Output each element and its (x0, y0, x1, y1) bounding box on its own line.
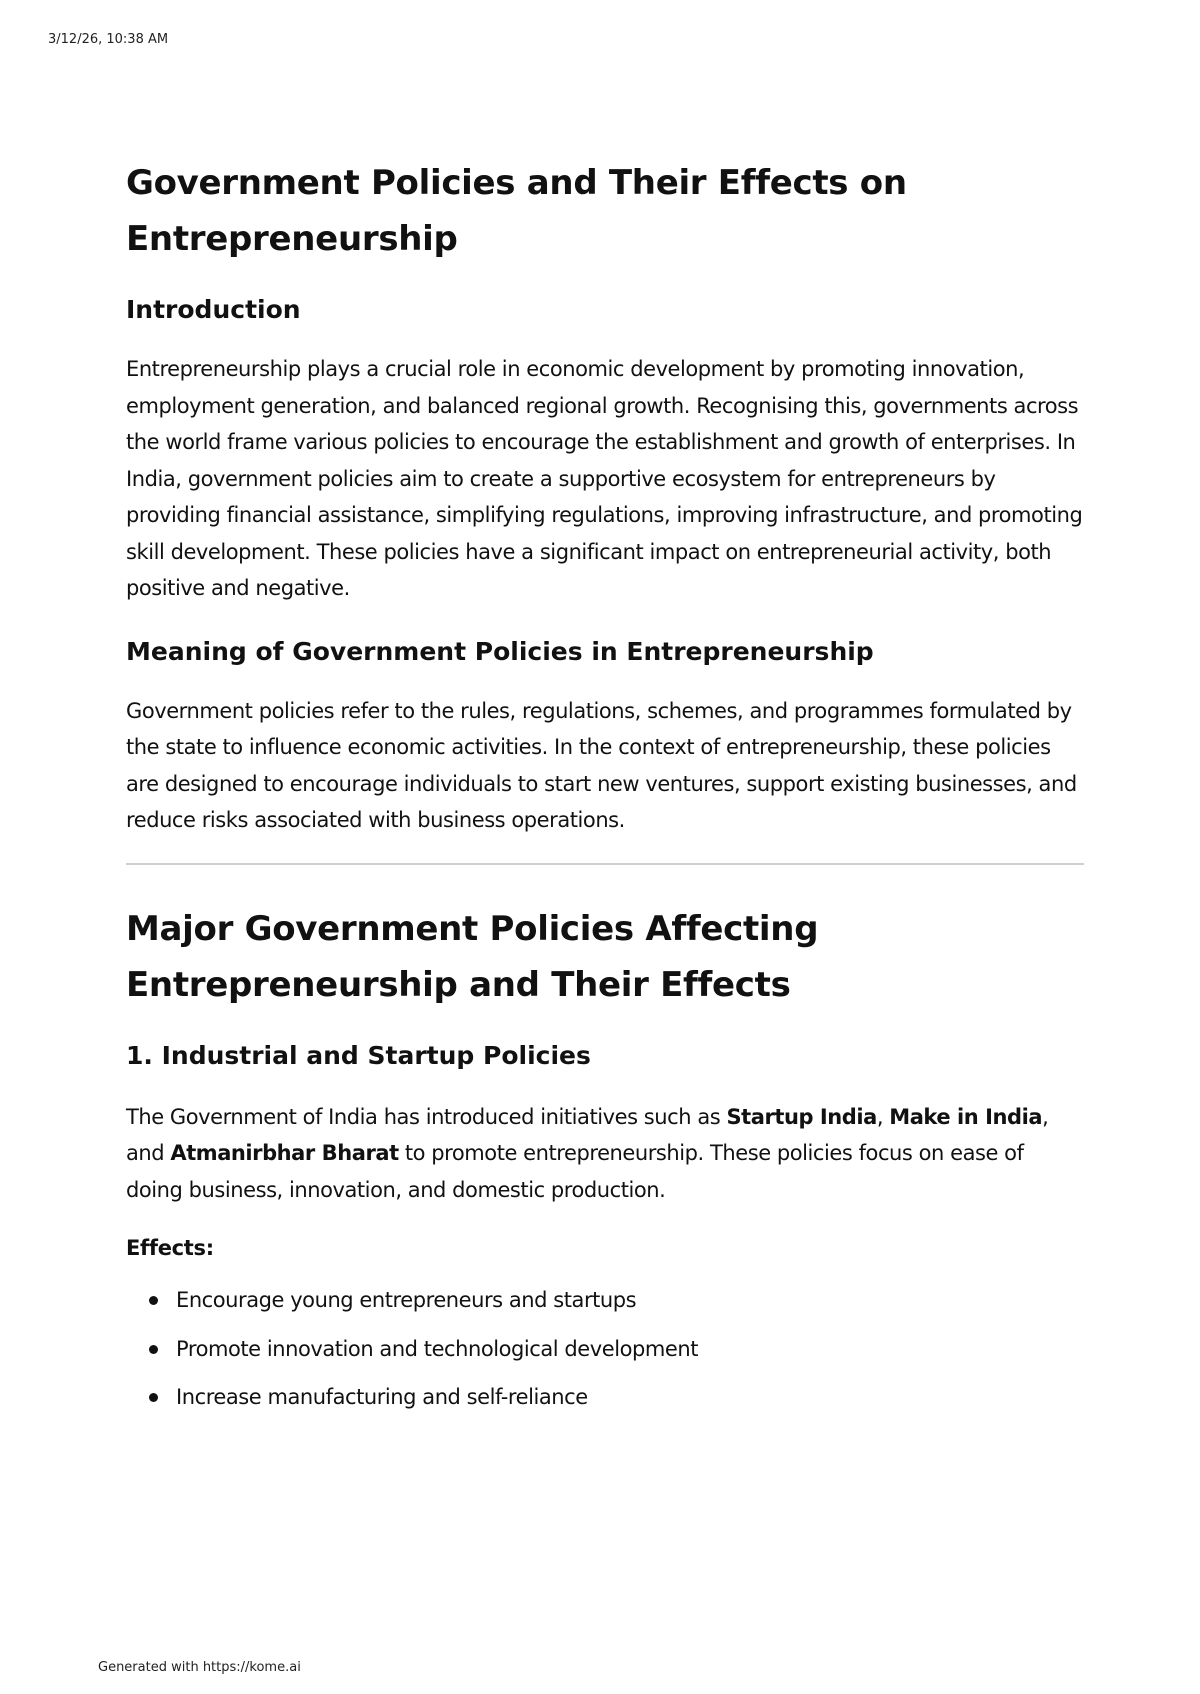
print-timestamp: 3/12/26, 10:38 AM (48, 32, 169, 47)
bullet-icon (149, 1296, 158, 1305)
industrial-startup-paragraph (126, 1099, 1084, 1209)
document-body (126, 155, 1084, 1428)
document-title: Government Policies and Their Effects on Entrepreneurship (126, 163, 907, 259)
startup-india-bold: Startup India (726, 1104, 877, 1129)
list-item (126, 1379, 1084, 1415)
atmanirbhar-bharat-bold: Atmanirbhar Bharat (170, 1141, 399, 1165)
industrial-text-sep1: , (876, 1104, 890, 1129)
industrial-startup-heading: 1. Industrial and Startup Policies (126, 1040, 591, 1070)
list-item-text: Increase manufacturing and self-reliance (176, 1385, 588, 1409)
section-divider (126, 863, 1084, 865)
industrial-text-part2: to promote entrepreneurship. These policies focus on ease of doing business, innovation, and domestic production. (126, 1141, 1024, 1202)
introduction-paragraph: Entrepreneurship plays a crucial role in economic development by promoting innovation, employment generation, and balanced regional growth. Recognising this, governments across the world frame various policies to encourage the establishment and growth of enterprises. In India, government policies aim to create a supportive ecosystem for entrepreneurs by providing financial assistance, simplifying regulations, improving infrastructure, and promoting skill development. These policies have a significant impact on entrepreneurial activity, both positive and negative. (126, 357, 1083, 600)
effects-list (126, 1282, 1084, 1415)
industrial-text-part1: The Government of India has introduced initiatives such as (126, 1104, 727, 1129)
major-policies-title: Major Government Policies Affecting Entrepreneurship and Their Effects (126, 908, 819, 1005)
bullet-icon (149, 1393, 158, 1402)
effects-label: Effects: (126, 1236, 214, 1260)
list-item (126, 1331, 1084, 1367)
industrial-text-sep2: , and (126, 1104, 1049, 1165)
make-in-india-bold: Make in India (889, 1104, 1043, 1129)
list-item-text: Encourage young entrepreneurs and startups (176, 1288, 637, 1312)
introduction-heading: Introduction (126, 295, 301, 324)
print-footer-generated: Generated with https://kome.ai (98, 1660, 301, 1675)
list-item-text: Promote innovation and technological development (176, 1336, 699, 1361)
meaning-paragraph: Government policies refer to the rules, regulations, schemes, and programmes formulated by the state to influence economic activities. In the context of entrepreneurship, these policies are designed to encourage individuals to start new ventures, support existing businesses, and reduce risks associated with business operations. (126, 698, 1077, 832)
list-item (126, 1282, 1084, 1318)
bullet-icon (149, 1345, 158, 1354)
meaning-heading: Meaning of Government Policies in Entrepreneurship (126, 636, 874, 666)
